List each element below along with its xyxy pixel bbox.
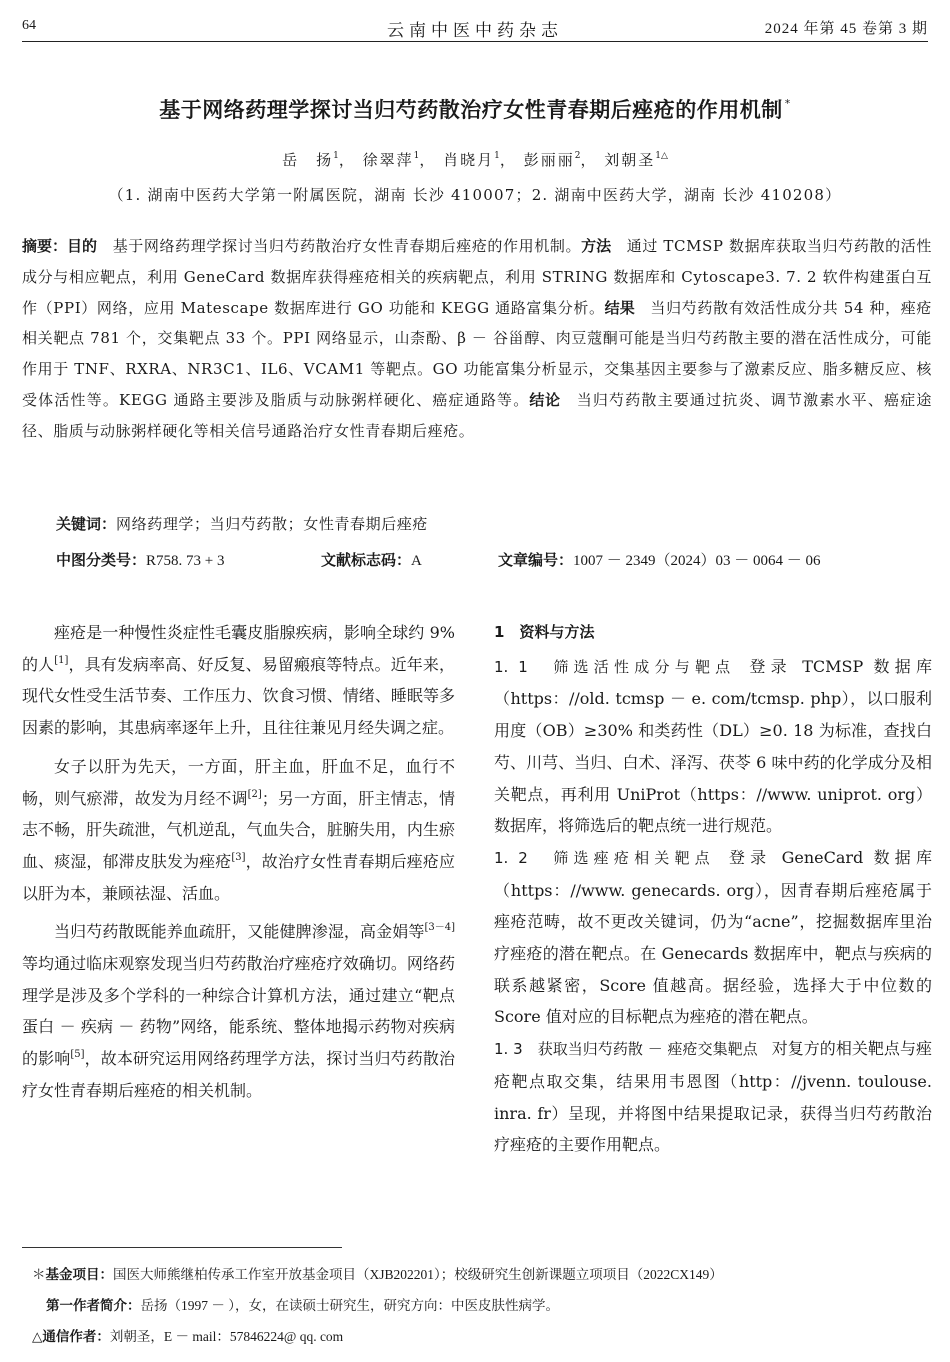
keywords-label: 关键词： [56, 515, 117, 533]
subsection-title: 1. 3 获取当归芍药散 － 痤疮交集靶点 [494, 1040, 758, 1059]
author-name: 岳 扬 [282, 151, 334, 169]
subsection-1-2 [494, 842, 932, 1033]
affiliations: （1. 湖南中医药大学第一附属医院，湖南 长沙 410007；2. 湖南中医药大学，湖南 长沙 410208） [108, 186, 842, 204]
subsection-1-3 [494, 1033, 932, 1161]
text-run: ，具有发病率高、好反复、易留瘢痕等特点。近年来，现代女性受生活节奏、工作压力、饮食习惯、情绪、睡眠等多因素的影响，其患病率逐年上升，且往往兼见月经失调之症。 [22, 654, 455, 738]
article-label: 文章编号： [498, 551, 574, 569]
abstract-label: 摘要： [22, 237, 68, 255]
article-number [498, 549, 821, 570]
text-run: ，故本研究运用网络药理学方法，探讨当归芍药散治疗女性青春期后痤疮的相关机制。 [22, 1049, 455, 1100]
page-number: 64 [22, 18, 36, 33]
subsection-1-1 [494, 651, 932, 842]
author-list: 岳 扬$^1$， 徐翠萍$^1$， 肖晓月$^1$， 彭丽丽$^2$， 刘朝圣$^{1\triangle}$ [282, 151, 668, 169]
intro-paragraph-1 [22, 617, 455, 744]
corr-text: 刘朝圣，E － mail：57846224@ qq. com [109, 1329, 344, 1344]
author-name: 彭丽丽 [523, 151, 575, 169]
method-text: 通过 TCMSP 数据库获取当归芍药散的活性成分与相应靶点，利用 GeneCard 数据库获得痤疮相关的疾病靶点，利用 STRING 数据库和 Cytoscape3. 7. 2 软件构建蛋白互作（PPI）网络，应用 Matescape 数据库进行 GO 功能和 KEGG 通路富集分析。 [22, 237, 932, 317]
citation: [5] [70, 1049, 85, 1061]
text-run: 痤疮是一种慢性炎症性毛囊皮脂腺疾病，影响全球约 9% 的人 [22, 623, 455, 674]
author-name: 刘朝圣 [604, 151, 656, 169]
corr-label: 通信作者： [42, 1329, 110, 1345]
subsection-text: 登录 TCMSP 数据库（https：//old. tcmsp － e. com/tcmsp. php），以口服利用度（OB）≥30% 和类药性（DL）≥0. 18 为标准，查找白芍、川芎、当归、白术、泽泻、茯苓 6 味中药的化学成分及相关靶点，再利用 UniProt（https：//www. uniprot. org）数据库，将筛选后的靶点统一进行规范。 [494, 656, 932, 836]
issue-info: 2024 年第 45 卷第 3 期 [764, 21, 928, 37]
conclusion-label: 结论 [529, 390, 561, 409]
conclusion-text: 当归芍药散主要通过抗炎、调节激素水平、癌症途径、脂质与动脉粥样硬化等相关信号通路治疗女性青春期后痤疮。 [22, 390, 932, 440]
body-right-column [494, 617, 932, 1161]
running-header [22, 14, 928, 42]
abstract [22, 231, 932, 447]
citation: [3－4] [424, 922, 455, 934]
body-left-column [22, 617, 455, 1114]
author-name: 肖晓月 [443, 151, 495, 169]
text-run: ，故治疗女性青春期后痤疮应以肝为本，兼顾祛湿、活血。 [22, 851, 455, 903]
author-name: 徐翠萍 [362, 151, 414, 169]
section-heading: 1 资料与方法 [494, 623, 595, 641]
paper-title [0, 94, 950, 124]
footnote-divider [22, 1247, 342, 1248]
method-label: 方法 [581, 237, 612, 255]
author-affil-sup: 1 [413, 151, 420, 161]
doc-value: A [411, 553, 422, 569]
subsection-title: 1. 2 筛选痤疮相关靶点 [494, 848, 715, 867]
text-run: 等均通过临床观察发现当归芍药散治疗痤疮疗效确切。网络药理学是涉及多个学科的一种综合计算机方法，通过建立“靶点蛋白 － 疾病 － 药物”网络，能系统、整体地揭示药物对疾病的影响 [22, 954, 455, 1069]
clc-value: R758. 73 + 3 [146, 553, 225, 569]
doc-label: 文献标志码： [321, 551, 412, 569]
fund-text: 国医大师熊继柏传承工作室开放基金项目（XJB202201）；校级研究生创新课题立项项目（2022CX149） [113, 1267, 723, 1282]
footnote-first-author [46, 1294, 559, 1314]
corr-mark: △ [32, 1329, 43, 1344]
clc-label: 中图分类号： [56, 551, 147, 569]
subsection-title: 1. 1 筛选活性成分与靶点 [494, 657, 736, 676]
journal-name: 云南中医中药杂志 [387, 21, 563, 41]
text-run: 当归芍药散既能养血疏肝，又能健脾渗湿，高金娟等 [54, 922, 425, 942]
footnote-corresponding [32, 1325, 343, 1345]
author-affil-sup: 1△ [655, 151, 668, 161]
objective-text: 基于网络药理学探讨当归芍药散治疗女性青春期后痤疮的作用机制。 [97, 237, 582, 255]
clc-code [56, 549, 224, 570]
fund-label: 基金项目： [45, 1267, 113, 1283]
keywords-text: 网络药理学；当归芍药散；女性青春期后痤疮 [116, 515, 429, 533]
citation: [1] [54, 654, 69, 666]
text-run: 女子以肝为先天，一方面，肝主血，肝血不足，血行不畅，则气瘀滞，故发为月经不调 [22, 756, 455, 808]
fund-mark: ＊ [32, 1267, 46, 1282]
result-text: 当归芍药散有效活性成分共 54 种，痤疮相关靶点 781 个，交集靶点 33 个。PPI 网络显示，山柰酚、β － 谷甾醇、肉豆蔻酮可能是当归芍药散主要的潜在活性成分，可能作用于 TNF、RXRA、NR3C1、IL6、VCAM1 等靶点。GO 功能富集分析显示，交集基因主要参与了激素反应、脂多糖反应、核受体活性等。KEGG 通路主要涉及脂质与动脉粥样硬化、癌症通路等。 [22, 298, 932, 409]
author-affil-sup: 1 [494, 151, 500, 161]
objective-label: 目的 [67, 237, 98, 255]
intro-paragraph-3 [22, 916, 455, 1106]
title-text: 基于网络药理学探讨当归芍药散治疗女性青春期后痤疮的作用机制 [159, 98, 783, 122]
keywords [56, 513, 428, 534]
subsection-text: 对复方的相关靶点与痤疮靶点取交集，结果用韦恩图（http：//jvenn. toulouse. inra. fr）呈现，并将图中结果提取记录，获得当归芍药散治疗痤疮的主要作用靶点。 [494, 1039, 932, 1155]
doc-code [321, 549, 422, 570]
first-author-text: 岳扬（1997 － ），女，在读硕士研究生，研究方向：中医皮肤性病学。 [140, 1298, 559, 1313]
result-label: 结果 [604, 298, 635, 317]
author-affil-sup: 2 [574, 151, 581, 161]
text-run: ；另一方面，肝主情志，情志不畅，肝失疏泄，气机逆乱，气血失合，脏腑失用，内生瘀血、痰湿，郁滞皮肤发为痤疮 [22, 788, 455, 871]
footnote-fund [32, 1263, 723, 1283]
first-author-label: 第一作者简介： [46, 1298, 141, 1314]
citation: [3] [231, 851, 246, 863]
author-affil-sup: 1 [333, 151, 339, 161]
citation: [2] [247, 788, 262, 800]
intro-paragraph-2 [22, 751, 455, 910]
article-value: 1007 － 2349（2024）03 － 0064 － 06 [573, 553, 821, 569]
subsection-text: 登录 GeneCard 数据库（https：//www. genecards. org），因青春期后痤疮属于痤疮范畴，故不更改关键词，仍为“acne”，挖掘数据库里治疗痤疮的潜在靶点。在 Genecards 数据库中，靶点与疾病的联系越紧密，Score 值越高。据经验，选择大于中位数的 Score 值对应的目标靶点为痤疮的潜在靶点。 [494, 847, 932, 1027]
title-fund-mark: * [784, 97, 791, 110]
